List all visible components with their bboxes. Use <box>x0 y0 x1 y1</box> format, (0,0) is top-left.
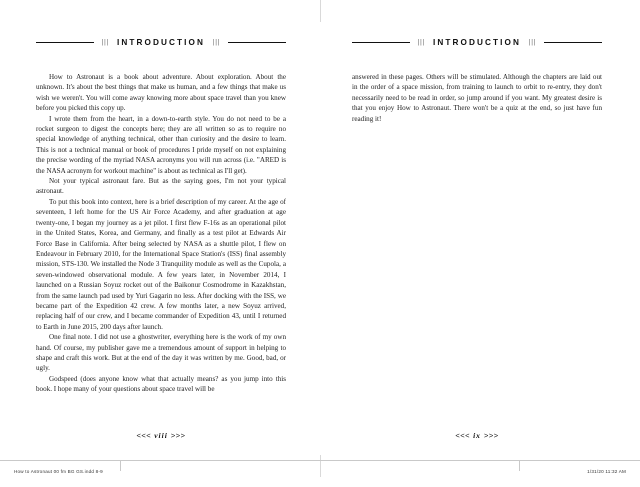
slug-bar <box>0 460 640 487</box>
rule-right <box>228 42 286 43</box>
folio-right <box>352 431 602 440</box>
folio-arrows-right: >>> <box>170 431 186 440</box>
tick-glyphs-left-2: ||| <box>212 37 221 46</box>
paragraph: Godspeed (does anyone know what that actually means? as you jump into this book. I hope many of your questions about space travel will be <box>36 374 286 394</box>
page-number: ix <box>473 431 481 440</box>
paragraph: To put this book into context, here is a brief description of my career. At the age of seventeen, I left home for the US Air Force Academy, and after graduation at age twenty-one, I began my journey as a jet pilot. I first flew F-16s as an operational pilot in the United States, Korea, and Germany, and finally as a test pilot at Edwards Air Force Base in California. After being selected by NASA as a shuttle pilot, I flew on Endeavour in February 2010, for the International Space Station's (ISS) final assembly mission, STS-130. We installed the Node 3 Tranquility module as well as the Cupola, a seven-windowed observational module. A few years later, in November 2014, I launched on a Russian Soyuz rocket out of the Baikonur Cosmodrome in Kazakhstan, from the same launch pad used by Yuri Gagarin no less. After docking with the ISS, we became part of the Expedition 42 crew. A few months later, a new Soyuz arrived, replacing half of our crew, and I became commander of Expedition 43, until I returned to Earth in June 2015, 200 days after launch. <box>36 197 286 331</box>
folio-arrows-left: <<< <box>455 431 470 440</box>
right-page-body <box>352 72 602 124</box>
folio-arrows-left: <<< <box>136 431 152 440</box>
crop-mark-top <box>320 0 321 22</box>
left-page-body <box>36 72 286 395</box>
slug-timestamp: 1/31/20 11:32 AM <box>587 469 626 474</box>
tick-glyphs-right-2: ||| <box>528 37 537 46</box>
paragraph: I wrote them from the heart, in a down-to-earth style. You do not need to be a rocket surgeon to digest the concepts here; they are all written so as to require no special knowledge of anything technical, other than curiosity and the desire to learn. This is not a technical manual or book of procedures I pride myself on not explaining the precise wording of the myriad NASA acronyms you will run across (i.e. "ARED is the NASA acronym for workout machine" is about as technical as I'll get). <box>36 114 286 175</box>
paragraph: Not your typical astronaut fare. But as the saying goes, I'm not your typical astronaut. <box>36 177 286 196</box>
slug-tick-left <box>120 461 121 471</box>
left-page <box>36 34 286 440</box>
page-number: viii <box>154 431 168 440</box>
running-head-title-left: INTRODUCTION <box>117 37 205 47</box>
running-head-right <box>352 34 602 50</box>
tick-glyphs-left: ||| <box>101 37 110 46</box>
slug-file-info: How to Astronaut 00 fm BG GS.indd 8-9 <box>14 469 103 474</box>
paragraph: answered in these pages. Others will be stimulated. Although the chapters are laid out in the order of a space mission, from training to launch to orbit to re-entry, they don't necessarily need to be read in order, so jump around if you want. My greatest desire is that you enjoy How to Astronaut. There won't be a quiz at the end, so just have fun reading it! <box>352 73 602 123</box>
running-head-title-right: INTRODUCTION <box>433 37 521 47</box>
rule-left <box>36 42 94 43</box>
folio-left <box>36 431 286 440</box>
right-page <box>352 34 602 440</box>
tick-glyphs-right: ||| <box>417 37 426 46</box>
paragraph: How to Astronaut is a book about adventure. About exploration. About the unknown. It's about the best things that make us human, and a few things that make us wish we weren't. You will come away knowing more about space travel than you knew before you picked this copy up. <box>36 73 286 113</box>
slug-tick-right <box>519 461 520 471</box>
folio-arrows-right: >>> <box>484 431 499 440</box>
rule-right <box>544 42 602 43</box>
paragraph: One final note. I did not use a ghostwriter, everything here is the work of my own hand. Of course, my publisher gave me a tremendous amount of support in helping to shape and craft this work. But at the end of the day it was written by me. Good, bad, or ugly. <box>36 333 286 373</box>
rule-left <box>352 42 410 43</box>
running-head-left <box>36 34 286 50</box>
